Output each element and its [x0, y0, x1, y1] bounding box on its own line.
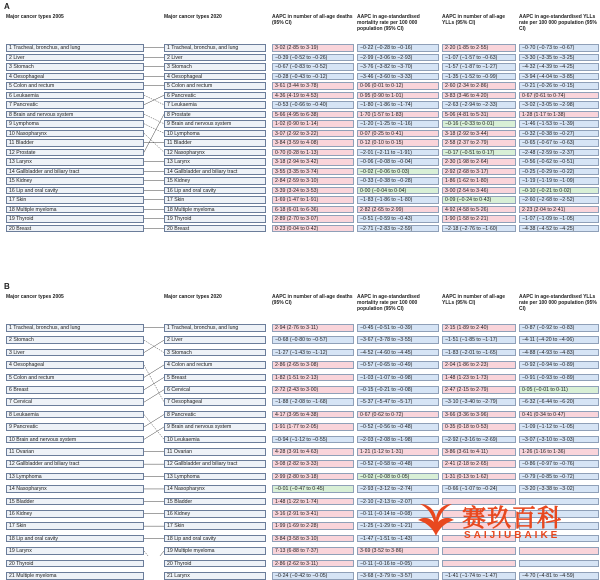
aapc-cell: −5·37 (−5·47 to −5·17) [357, 398, 439, 406]
aapc-cell: −1·88 (−2·08 to −1·68) [272, 398, 354, 406]
aapc-cell: −0·25 (−0·29 to −0·22) [519, 168, 599, 176]
aapc-cell: 1·26 (1·16 to 1·36) [519, 448, 599, 456]
right-rank-item: 11 Ovarian [164, 448, 266, 456]
watermark [412, 488, 600, 556]
aapc-cell: 2·92 (2·68 to 3·17) [442, 168, 516, 176]
aapc-cell: −0·16 (−0·33 to 0·01) [442, 120, 516, 128]
aapc-cell: −0·11 (−0·14 to −0·08) [357, 510, 439, 518]
left-rank-item: 16 Kidney [6, 510, 144, 518]
column-header: AAPC in number of all-age YLLs (95% CI) [442, 294, 506, 306]
aapc-cell: −0·32 (−0·38 to −0·27) [519, 130, 599, 138]
right-rank-item: 4 Oesophageal [164, 73, 266, 81]
aapc-cell: −0·67 (−0·83 to −0·52) [272, 63, 354, 71]
aapc-cell: −3·20 (−3·38 to −3·02) [519, 485, 599, 493]
column-header: AAPC in age-standardised mortality rate per 100 000 population (95% CI) [357, 14, 420, 32]
aapc-cell: −0·86 (−0·97 to −0·76) [519, 460, 599, 468]
aapc-cell: 0·67 (0·61 to 0·74) [519, 92, 599, 100]
right-rank-item: 15 Bladder [164, 498, 266, 506]
left-rank-item: 19 Larynx [6, 547, 144, 555]
aapc-cell: 2·86 (2·62 to 3·11) [272, 560, 354, 568]
left-rank-item: 7 Pancreatic [6, 101, 144, 109]
aapc-cell: 3·84 (3·59 to 4·08) [272, 139, 354, 147]
aapc-cell: −3·07 (−3·10 to −3·03) [519, 436, 599, 444]
aapc-cell: −3·02 (−3·05 to −2·98) [519, 101, 599, 109]
aapc-cell: −0·01 (−0·47 to 0·45) [272, 485, 354, 493]
left-rank-item: 13 Larynx [6, 158, 144, 166]
aapc-cell: 0·67 (0·62 to 0·72) [357, 411, 439, 419]
left-rank-item: 8 Leukaemia [6, 411, 144, 419]
aapc-cell: −0·56 (−0·62 to −0·51) [519, 158, 599, 166]
rank-change-links [0, 0, 600, 276]
left-rank-item: 16 Lip and oral cavity [6, 187, 144, 195]
rank-link [144, 365, 164, 402]
left-rank-item: 2 Stomach [6, 336, 144, 344]
right-header: Major cancer types 2020 [164, 294, 222, 300]
panel-label: B [4, 282, 10, 291]
aapc-cell: 0·41 (0·34 to 0·47) [519, 411, 599, 419]
rank-link [144, 390, 164, 402]
watermark-en: SAIJIUBAIKE [464, 530, 561, 541]
aapc-cell: 2·20 (1·85 to 2·55) [442, 44, 516, 52]
left-rank-item: 18 Lip and oral cavity [6, 535, 144, 543]
rank-link [144, 114, 164, 152]
left-rank-item: 19 Thyroid [6, 215, 144, 223]
aapc-cell: −3·46 (−3·60 to −3·33) [357, 73, 439, 81]
aapc-cell: −1·80 (−1·86 to −1·74) [357, 101, 439, 109]
left-rank-item: 17 Skin [6, 522, 144, 530]
left-rank-item: 12 Gallbladder and biliary tract [6, 460, 144, 468]
aapc-cell: −3·10 (−3·40 to −2·79) [442, 398, 516, 406]
rank-link [144, 551, 164, 556]
aapc-cell: 3·69 (3·52 to 3·86) [357, 547, 439, 555]
right-rank-item: 21 Larynx [164, 572, 266, 580]
aapc-cell: 0·09 (−0·24 to 0·43) [442, 196, 516, 204]
left-rank-item: 2 Liver [6, 54, 144, 62]
aapc-cell: −0·91 (−0·93 to −0·89) [519, 374, 599, 382]
column-header: AAPC in age-standardised YLLs rate per 100 000 population (95% CI) [519, 14, 597, 32]
right-rank-item: 3 Stomach [164, 349, 266, 357]
aapc-cell: 2·82 (2·65 to 2·99) [357, 206, 439, 214]
left-rank-item: 11 Bladder [6, 139, 144, 147]
aapc-cell: 2·84 (2·59 to 3·10) [272, 177, 354, 185]
aapc-cell: −0·94 (−1·12 to −0·55) [272, 436, 354, 444]
aapc-cell: −2·71 (−2·83 to −2·59) [357, 225, 439, 233]
right-rank-item: 8 Prostate [164, 111, 266, 119]
aapc-cell: 3·00 (2·54 to 3·46) [442, 187, 516, 195]
aapc-cell: −0·17 (−0·51 to 0·17) [442, 149, 516, 157]
left-rank-item: 13 Lymphoma [6, 473, 144, 481]
aapc-cell: 0·35 (0·18 to 0·53) [442, 423, 516, 431]
right-rank-item: 2 Liver [164, 54, 266, 62]
aapc-cell: 3·39 (3·24 to 3·53) [272, 187, 354, 195]
aapc-cell: 4·92 (4·58 to 5·26) [442, 206, 516, 214]
left-header: Major cancer types 2005 [6, 294, 64, 300]
aapc-cell: 2·15 (1·89 to 2·40) [442, 324, 516, 332]
column-header: AAPC in age-standardised YLLs rate per 100 000 population (95% CI) [519, 294, 597, 312]
right-rank-item: 17 Skin [164, 522, 266, 530]
left-rank-item: 3 Stomach [6, 63, 144, 71]
left-rank-item: 9 Pancreatic [6, 423, 144, 431]
aapc-cell: −1·25 (−1·29 to −1·21) [357, 522, 439, 530]
aapc-cell: −3·68 (−3·79 to −3·57) [357, 572, 439, 580]
left-rank-item: 7 Cervical [6, 398, 144, 406]
aapc-cell: −0·22 (−0·28 to −0·16) [357, 44, 439, 52]
aapc-cell: −0·52 (−0·58 to −0·48) [357, 460, 439, 468]
rank-link [144, 95, 164, 105]
aapc-cell: 1·90 (1·58 to 2·21) [442, 215, 516, 223]
right-rank-item: 14 Gallbladder and biliary tract [164, 168, 266, 176]
aapc-cell: −0·66 (−1·07 to −0·24) [442, 485, 516, 493]
right-rank-item: 7 Oesophageal [164, 398, 266, 406]
right-rank-item: 18 Multiple myeloma [164, 206, 266, 214]
aapc-cell: 0·00 (−0·04 to 0·04) [357, 187, 439, 195]
right-rank-item: 12 Gallbladder and biliary tract [164, 460, 266, 468]
right-rank-item: 5 Colon and rectum [164, 82, 266, 90]
right-rank-item: 13 Lymphoma [164, 473, 266, 481]
aapc-cell: 1·28 (1·17 to 1·38) [519, 111, 599, 119]
right-rank-item: 1 Tracheal, bronchus, and lung [164, 324, 266, 332]
aapc-cell: 7·13 (6·88 to 7·37) [272, 547, 354, 555]
aapc-cell: −1·35 (−1·52 to −0·99) [442, 73, 516, 81]
column-header: AAPC in number of all-age deaths (95% CI) [272, 294, 353, 306]
aapc-cell: −4·38 (−4·52 to −4·25) [519, 225, 599, 233]
aapc-cell: −4·32 (−4·39 to −4·25) [519, 63, 599, 71]
aapc-cell: −2·48 (−2·59 to −2·37) [519, 149, 599, 157]
aapc-cell: 2·23 (2·04 to 2·41) [519, 206, 599, 214]
aapc-cell: 1·82 (1·51 to 2·13) [272, 374, 354, 382]
aapc-cell: −3·67 (−3·78 to −3·55) [357, 336, 439, 344]
aapc-cell: 2·41 (2·18 to 2·65) [442, 460, 516, 468]
aapc-cell: 3·16 (2·91 to 3·41) [272, 510, 354, 518]
aapc-cell: 1·99 (1·69 to 2·28) [272, 522, 354, 530]
aapc-cell: 1·91 (1·77 to 2·05) [272, 423, 354, 431]
right-rank-item: 8 Pancreatic [164, 411, 266, 419]
aapc-cell: 0·23 (0·04 to 0·42) [272, 225, 354, 233]
left-rank-item: 10 Brain and nervous system [6, 436, 144, 444]
right-rank-item: 20 Breast [164, 225, 266, 233]
right-rank-item: 19 Thyroid [164, 215, 266, 223]
aapc-cell: −1·27 (−1·43 to −1·12) [272, 349, 354, 357]
aapc-cell: −0·02 (−0·08 to 0·05) [357, 473, 439, 481]
aapc-cell: 0·70 (0·28 to 1·13) [272, 149, 354, 157]
left-rank-item: 6 Breast [6, 386, 144, 394]
right-rank-item: 6 Cervical [164, 386, 266, 394]
aapc-cell: 6·18 (6·01 to 6·36) [272, 206, 354, 214]
aapc-cell: 3·18 (2·94 to 3·42) [272, 158, 354, 166]
aapc-cell: −0·68 (−0·80 to −0·57) [272, 336, 354, 344]
aapc-cell: −0·52 (−0·56 to −0·48) [357, 423, 439, 431]
column-header: AAPC in age-standardised mortality rate per 100 000 population (95% CI) [357, 294, 420, 312]
right-rank-item: 9 Brain and nervous system [164, 120, 266, 128]
aapc-cell: 3·07 (2·92 to 3·22) [272, 130, 354, 138]
aapc-cell: −2·63 (−2·94 to −2·33) [442, 101, 516, 109]
aapc-cell: −1·46 (−1·53 to −1·39) [519, 120, 599, 128]
aapc-cell: 2·89 (2·70 to 3·07) [272, 215, 354, 223]
aapc-cell: 3·02 (2·85 to 3·19) [272, 44, 354, 52]
rank-link [144, 133, 164, 152]
aapc-cell: −0·21 (−0·26 to −0·15) [519, 82, 599, 90]
aapc-cell: −3·30 (−3·35 to −3·25) [519, 54, 599, 62]
aapc-cell: 3·86 (3·61 to 4·11) [442, 448, 516, 456]
aapc-cell: −1·57 (−1·87 to −1·27) [442, 63, 516, 71]
left-rank-item: 1 Tracheal, bronchus, and lung [6, 44, 144, 52]
column-header: AAPC in number of all-age YLLs (95% CI) [442, 14, 506, 26]
rank-link [144, 114, 164, 124]
left-rank-item: 12 Prostate [6, 149, 144, 157]
aapc-cell: −0·11 (−0·16 to −0·05) [357, 560, 439, 568]
right-rank-item: 4 Colon and rectum [164, 361, 266, 369]
aapc-cell: 1·48 (1·23 to 1·73) [442, 374, 516, 382]
aapc-cell: 4·17 (3·95 to 4·38) [272, 411, 354, 419]
aapc-cell: −0·65 (−0·67 to −0·63) [519, 139, 599, 147]
right-rank-item: 20 Thyroid [164, 560, 266, 568]
aapc-cell: 3·08 (2·82 to 3·33) [272, 460, 354, 468]
aapc-cell: 3·83 (3·46 to 4·20) [442, 92, 516, 100]
aapc-cell: −0·53 (−0·66 to −0·40) [272, 101, 354, 109]
right-rank-item: 12 Nasopharynx [164, 149, 266, 157]
whale-tail-logo-icon [414, 496, 458, 540]
aapc-cell: 4·28 (3·91 to 4·63) [272, 448, 354, 456]
aapc-cell: 2·47 (2·15 to 2·79) [442, 386, 516, 394]
left-rank-item: 5 Colon and rectum [6, 82, 144, 90]
aapc-cell: −2·60 (−2·68 to −2·52) [519, 196, 599, 204]
rank-link [144, 427, 164, 439]
aapc-cell: −3·94 (−4·04 to −3·85) [519, 73, 599, 81]
left-rank-item: 6 Leukaemia [6, 92, 144, 100]
aapc-cell: −2·92 (−3·16 to −2·69) [442, 436, 516, 444]
aapc-cell: 0·12 (0·10 to 0·15) [357, 139, 439, 147]
aapc-cell: 1·31 (0·13 to 1·62) [442, 473, 516, 481]
aapc-cell: −2·99 (−3·06 to −2·93) [357, 54, 439, 62]
aapc-cell: 3·18 (2·92 to 3·44) [442, 130, 516, 138]
left-rank-item: 8 Brain and nervous system [6, 111, 144, 119]
aapc-cell: 1·02 (0·90 to 1·14) [272, 120, 354, 128]
aapc-cell: −0·87 (−0·92 to −0·83) [519, 324, 599, 332]
aapc-cell: 2·72 (2·43 to 3·00) [272, 386, 354, 394]
right-rank-item: 3 Stomach [164, 63, 266, 71]
rank-link [144, 415, 164, 427]
right-rank-item: 16 Lip and oral cavity [164, 187, 266, 195]
right-rank-item: 5 Breast [164, 374, 266, 382]
right-rank-item: 6 Pancreatic [164, 92, 266, 100]
rank-link [144, 340, 164, 352]
aapc-cell: 2·30 (1·98 to 2·64) [442, 158, 516, 166]
left-rank-item: 5 Colon and rectum [6, 374, 144, 382]
right-rank-item: 16 Kidney [164, 510, 266, 518]
aapc-cell: 0·95 (0·90 to 1·01) [357, 92, 439, 100]
left-rank-item: 4 Oesophageal [6, 73, 144, 81]
aapc-cell: −0·79 (−0·85 to −0·72) [519, 473, 599, 481]
rank-link [144, 365, 164, 377]
aapc-cell: −1·20 (−1·25 to −1·16) [357, 120, 439, 128]
right-rank-item: 15 Kidney [164, 177, 266, 185]
aapc-cell: 1·86 (1·62 to 1·80) [442, 177, 516, 185]
aapc-cell: 1·48 (1·22 to 1·74) [272, 498, 354, 506]
aapc-cell: −0·51 (−0·59 to −0·43) [357, 215, 439, 223]
left-rank-item: 21 Multiple myeloma [6, 572, 144, 580]
rank-link [144, 377, 164, 389]
aapc-cell: −0·70 (−0·73 to −0·67) [519, 44, 599, 52]
left-rank-item: 14 Nasopharynx [6, 485, 144, 493]
right-rank-item: 2 Liver [164, 336, 266, 344]
aapc-cell: 3·84 (3·58 to 3·10) [272, 535, 354, 543]
aapc-cell: −4·11 (−4·20 to −4·06) [519, 336, 599, 344]
aapc-cell [519, 560, 599, 568]
aapc-cell: −4·70 (−4·81 to −4·59) [519, 572, 599, 580]
aapc-cell: −1·07 (−1·09 to −1·05) [519, 215, 599, 223]
aapc-cell: 5·66 (4·95 to 6·38) [272, 111, 354, 119]
left-rank-item: 20 Thyroid [6, 560, 144, 568]
aapc-cell: 1·21 (1·12 to 1·31) [357, 448, 439, 456]
left-rank-item: 20 Breast [6, 225, 144, 233]
aapc-cell: 1·69 (1·47 to 1·91) [272, 196, 354, 204]
rank-link [144, 340, 164, 352]
left-rank-item: 15 Bladder [6, 498, 144, 506]
aapc-cell: 0·07 (0·25 to 0·41) [357, 130, 439, 138]
aapc-cell: −1·19 (−1·19 to −1·09) [519, 177, 599, 185]
aapc-cell: −2·93 (−3·12 to −2·74) [357, 485, 439, 493]
right-rank-item: 1 Tracheal, bronchus, and lung [164, 44, 266, 52]
aapc-cell: 2·86 (2·65 to 3·08) [272, 361, 354, 369]
aapc-cell: −1·51 (−1·85 to −1·17) [442, 336, 516, 344]
left-rank-item: 11 Ovarian [6, 448, 144, 456]
aapc-cell [442, 560, 516, 568]
aapc-cell: −1·41 (−1·74 to −1·47) [442, 572, 516, 580]
right-rank-item: 13 Larynx [164, 158, 266, 166]
right-rank-item: 7 Leukaemia [164, 101, 266, 109]
right-rank-item: 18 Lip and oral cavity [164, 535, 266, 543]
aapc-cell: −1·83 (−1·86 to −1·80) [357, 196, 439, 204]
column-header: AAPC in number of all-age deaths (95% CI) [272, 14, 353, 26]
aapc-cell: −1·47 (−1·51 to −1·43) [357, 535, 439, 543]
aapc-cell: −2·10 (−2·13 to −2·07) [357, 498, 439, 506]
aapc-cell: 4·36 (4·19 to 4·53) [272, 92, 354, 100]
left-rank-item: 14 Gallbladder and biliary tract [6, 168, 144, 176]
aapc-cell: 1·70 (1·57 to 1·83) [357, 111, 439, 119]
aapc-cell: −4·52 (−4·60 to −4·45) [357, 349, 439, 357]
left-rank-item: 4 Oesophageal [6, 361, 144, 369]
watermark-cn: 赛玖百科 [462, 504, 562, 532]
aapc-cell: −0·24 (−0·42 to −0·05) [272, 572, 354, 580]
panel-label: A [4, 2, 10, 11]
aapc-cell: 2·60 (2·34 to 2·86) [442, 82, 516, 90]
left-rank-item: 9 Lymphoma [6, 120, 144, 128]
right-rank-item: 9 Brain and nervous system [164, 423, 266, 431]
rank-link [144, 124, 164, 134]
aapc-cell: −0·10 (−0·21 to 0·02) [519, 187, 599, 195]
aapc-cell: 2·94 (2·76 to 3·11) [272, 324, 354, 332]
left-rank-item: 15 Kidney [6, 177, 144, 185]
aapc-cell: 2·58 (2·37 to 2·79) [442, 139, 516, 147]
right-rank-item: 19 Multiple myeloma [164, 547, 266, 555]
aapc-cell: −0·06 (−0·08 to −0·04) [357, 158, 439, 166]
right-rank-item: 10 Lymphoma [164, 130, 266, 138]
left-rank-item: 3 Liver [6, 349, 144, 357]
aapc-cell: −1·07 (−1·57 to −0·63) [442, 54, 516, 62]
aapc-cell: −6·32 (−6·44 to −6·20) [519, 398, 599, 406]
aapc-cell: −0·02 (−0·06 to 0·03) [357, 168, 439, 176]
aapc-cell: −1·03 (−1·07 to −0·98) [357, 374, 439, 382]
aapc-cell: −0·28 (−0·43 to −0·12) [272, 73, 354, 81]
aapc-cell: −2·03 (−2·08 to −1·98) [357, 436, 439, 444]
aapc-cell: −0·39 (−0·52 to −0·26) [272, 54, 354, 62]
right-header: Major cancer types 2020 [164, 14, 222, 20]
aapc-cell: −1·83 (−2·01 to −1·65) [442, 349, 516, 357]
aapc-cell: 0·05 (−0·01 to 0·11) [519, 386, 599, 394]
aapc-cell: 3·55 (3·35 to 3·74) [272, 168, 354, 176]
aapc-cell: 2·99 (2·80 to 3·18) [272, 473, 354, 481]
aapc-cell: −4·88 (−4·93 to −4·83) [519, 349, 599, 357]
right-rank-item: 10 Leukaemia [164, 436, 266, 444]
aapc-cell: −2·01 (−2·11 to −1·91) [357, 149, 439, 157]
aapc-cell: −0·33 (−0·38 to −0·28) [357, 177, 439, 185]
rank-link [144, 551, 164, 556]
right-rank-item: 14 Nasopharynx [164, 485, 266, 493]
aapc-cell: −0·57 (−0·65 to −0·49) [357, 361, 439, 369]
aapc-cell: −2·18 (−2·76 to −1·60) [442, 225, 516, 233]
left-rank-item: 10 Nasopharynx [6, 130, 144, 138]
left-rank-item: 17 Skin [6, 196, 144, 204]
aapc-cell: −1·09 (−1·12 to −1·05) [519, 423, 599, 431]
aapc-cell: 3·66 (3·36 to 3·96) [442, 411, 516, 419]
aapc-cell: 2·04 (1·86 to 2·23) [442, 361, 516, 369]
aapc-cell: −3·76 (−3·82 to −3·70) [357, 63, 439, 71]
rank-link [144, 95, 164, 105]
panel-a [0, 0, 600, 276]
aapc-cell: 3·61 (3·44 to 3·78) [272, 82, 354, 90]
right-rank-item: 17 Skin [164, 196, 266, 204]
aapc-cell: 0·06 (0·01 to 0·12) [357, 82, 439, 90]
rank-link [144, 415, 164, 440]
left-rank-item: 18 Multiple myeloma [6, 206, 144, 214]
aapc-cell: −0·92 (−0·94 to −0·89) [519, 361, 599, 369]
aapc-cell: 5·06 (4·81 to 5·31) [442, 111, 516, 119]
left-rank-item: 1 Tracheal, bronchus, and lung [6, 324, 144, 332]
left-header: Major cancer types 2005 [6, 14, 64, 20]
aapc-cell: −0·15 (−0·21 to −0·08) [357, 386, 439, 394]
aapc-cell: −0·45 (−0·51 to −0·39) [357, 324, 439, 332]
right-rank-item: 11 Bladder [164, 139, 266, 147]
